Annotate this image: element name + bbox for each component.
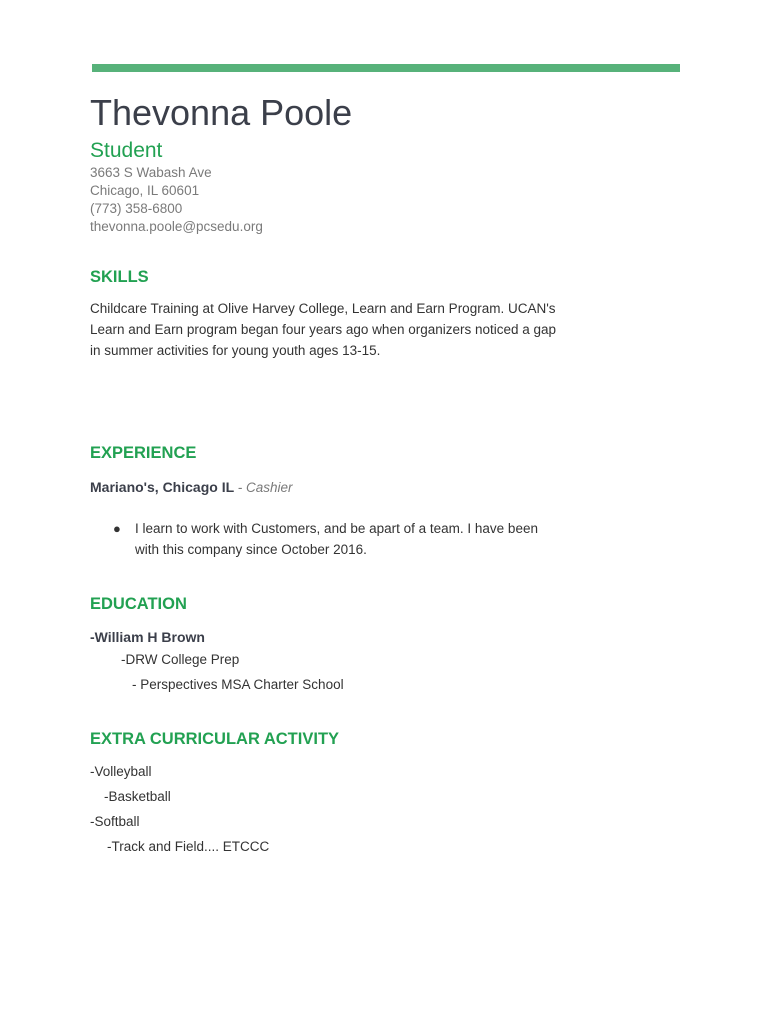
school-item: -DRW College Prep	[121, 652, 240, 667]
address-line-1: 3663 S Wabash Ave	[90, 165, 212, 180]
address-line-2: Chicago, IL 60601	[90, 183, 200, 198]
skills-heading: SKILLS	[90, 268, 149, 286]
skills-line: Childcare Training at Olive Harvey College, Learn and Earn Program. UCAN's	[90, 301, 556, 316]
experience-line: I learn to work with Customers, and be apart of a team. I have been	[135, 521, 538, 536]
education-heading: EDUCATION	[90, 595, 187, 613]
experience-description	[135, 518, 538, 560]
activity-item: -Volleyball	[90, 764, 152, 779]
activities-heading: EXTRA CURRICULAR ACTIVITY	[90, 730, 340, 748]
job-title: - Cashier	[237, 480, 293, 495]
school-item: - Perspectives MSA Charter School	[132, 677, 344, 692]
header-accent-bar	[92, 64, 680, 72]
school-item: -William H Brown	[90, 629, 205, 645]
skills-line: in summer activities for young youth ages 13-15.	[90, 343, 381, 358]
experience-line: with this company since October 2016.	[135, 542, 367, 557]
experience-heading: EXPERIENCE	[90, 444, 197, 462]
skills-text	[90, 298, 556, 361]
employer-name: Mariano's, Chicago IL	[90, 479, 234, 495]
candidate-role: Student	[90, 139, 163, 162]
phone-number: (773) 358-6800	[90, 201, 183, 216]
activity-item: -Track and Field.... ETCCC	[107, 839, 270, 854]
email-address: thevonna.poole@pcsedu.org	[90, 219, 263, 234]
experience-entry	[90, 479, 293, 495]
skills-line: Learn and Earn program began four years ago when organizers noticed a gap	[90, 322, 557, 337]
bullet-icon: ●	[113, 521, 121, 536]
activity-item: -Softball	[90, 814, 140, 829]
candidate-name: Thevonna Poole	[90, 92, 353, 133]
activity-item: -Basketball	[104, 789, 171, 804]
